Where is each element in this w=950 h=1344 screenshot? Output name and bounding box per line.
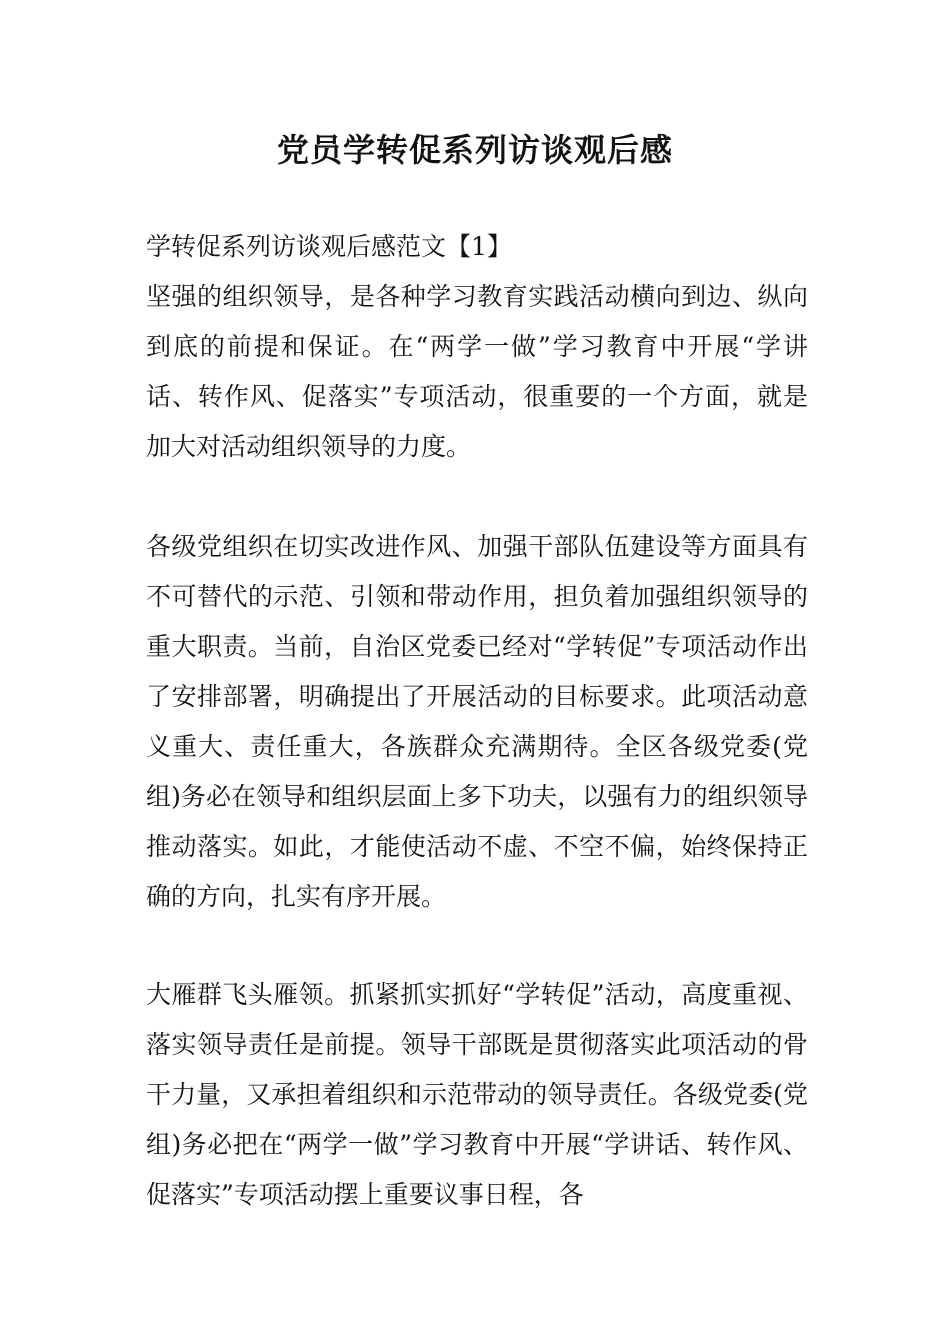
paragraph-3: 大雁群飞头雁领。抓紧抓实抓好“学转促”活动，高度重视、落实领导责任是前提。领导干部既是贯彻落实此项活动的骨干力量，又承担着组织和示范带动的领导责任。各级党委(党组)务必把在“两学一做”学习教育中开展“学讲话、转作风、促落实”专项活动摆上重要议事日程，各 — [146, 980, 808, 1209]
document-title: 党员学转促系列访谈观后感 — [276, 131, 673, 169]
paragraph-1: 坚强的组织领导，是各种学习教育实践活动横向到边、纵向到底的前提和保证。在“两学一做”学习教育中开展“学讲话、转作风、促落实”专项活动，很重要的一个方面，就是加大对活动组织领导的力度。 — [146, 282, 808, 461]
paragraph-2: 各级党组织在切实改进作风、加强干部队伍建设等方面具有不可替代的示范、引领和带动作用，担负着加强组织领导的重大职责。当前，自治区党委已经对“学转促”专项活动作出了安排部署，明确提出了开展活动的目标要求。此项活动意义重大、责任重大，各族群众充满期待。全区各级党委(党组)务必在领导和组织层面上多下功夫，以强有力的组织领导推动落实。如此，才能使活动不虚、不空不偏，始终保持正确的方向，扎实有序开展。 — [146, 532, 808, 911]
section-subheading: 学转促系列访谈观后感范文【1】 — [146, 232, 512, 261]
